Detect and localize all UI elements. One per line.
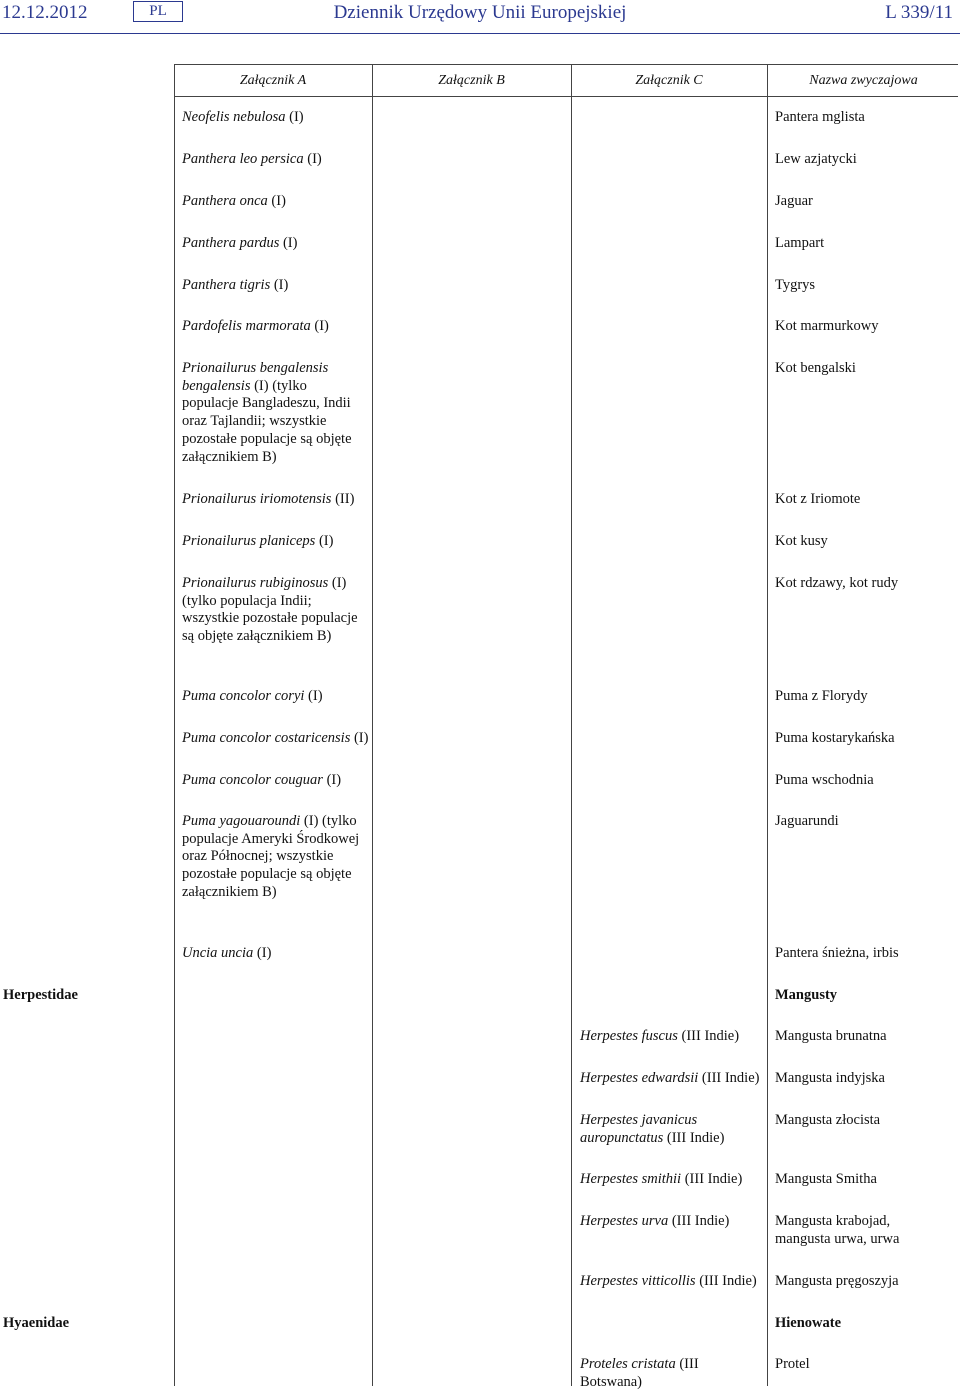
common-name: Kot kusy bbox=[775, 533, 828, 549]
table-top-rule bbox=[174, 64, 958, 65]
family-common-name: Hienowate bbox=[775, 1315, 842, 1331]
species-annex-c: Herpestes urva (III Indie) bbox=[580, 1213, 730, 1229]
species-annex-a: Panthera onca (I) bbox=[182, 193, 286, 209]
column-divider-2 bbox=[372, 64, 373, 1386]
species-annex-c: Herpestes vitticollis (III Indie) bbox=[580, 1273, 757, 1289]
column-divider-3 bbox=[571, 64, 572, 1386]
common-name: Tygrys bbox=[775, 277, 816, 293]
common-name: Mangusta złocista bbox=[775, 1112, 881, 1128]
column-header-annex-b: Załącznik B bbox=[438, 73, 505, 88]
common-name: Lampart bbox=[775, 235, 825, 251]
common-name: Kot z Iriomote bbox=[775, 491, 861, 507]
family-name: Herpestidae bbox=[3, 987, 78, 1003]
common-name: Puma z Florydy bbox=[775, 688, 868, 704]
page-header bbox=[0, 0, 960, 34]
common-name: Mangusta Smitha bbox=[775, 1171, 877, 1187]
common-name: Puma wschodnia bbox=[775, 772, 874, 788]
common-name: Kot bengalski bbox=[775, 360, 856, 376]
page-number: L 339/11 bbox=[885, 2, 953, 23]
species-annex-a: Neofelis nebulosa (I) bbox=[182, 109, 304, 125]
species-annex-a: Puma concolor coryi (I) bbox=[182, 688, 323, 704]
common-name: Kot marmurkowy bbox=[775, 318, 879, 334]
common-name: Lew azjatycki bbox=[775, 151, 857, 167]
journal-title: Dziennik Urzędowy Unii Europejskiej bbox=[333, 2, 627, 23]
species-annex-a: Uncia uncia (I) bbox=[182, 945, 272, 961]
species-annex-a: Panthera pardus (I) bbox=[182, 235, 298, 251]
family-common-name: Mangusty bbox=[775, 987, 838, 1003]
column-header-annex-a: Załącznik A bbox=[239, 73, 307, 88]
column-divider-4 bbox=[767, 64, 768, 1386]
species-annex-a: Pardofelis marmorata (I) bbox=[182, 318, 329, 334]
column-header-common-name: Nazwa zwyczajowa bbox=[809, 73, 918, 88]
family-name: Hyaenidae bbox=[3, 1315, 70, 1331]
common-name: Mangusta pręgoszyja bbox=[775, 1273, 899, 1289]
column-divider-1 bbox=[174, 64, 175, 1386]
table-head-rule bbox=[174, 96, 958, 97]
species-annex-c: Herpestes fuscus (III Indie) bbox=[580, 1028, 740, 1044]
publication-date: 12.12.2012 bbox=[2, 2, 88, 23]
species-annex-a: Prionailurus bengalensis bengalensis (I) (tylko populacje Bangladeszu, Indii oraz Tajlandii; wszystkie pozostałe populacje są objęte załącznikiem B) bbox=[182, 360, 352, 465]
species-annex-a: Puma concolor costaricensis (I) bbox=[182, 730, 369, 746]
common-name: Puma kostarykańska bbox=[775, 730, 895, 746]
common-name: Mangusta indyjska bbox=[775, 1070, 885, 1086]
species-annex-c: Proteles cristata (III Botswana) bbox=[580, 1356, 699, 1390]
header-rule bbox=[0, 33, 960, 34]
common-name: Protel bbox=[775, 1356, 810, 1372]
species-annex-c: Herpestes smithii (III Indie) bbox=[580, 1171, 743, 1187]
common-name: Pantera mglista bbox=[775, 109, 865, 125]
column-header-annex-c: Załącznik C bbox=[635, 73, 703, 88]
common-name: Kot rdzawy, kot rudy bbox=[775, 575, 899, 591]
common-name: Mangusta krabojad, mangusta urwa, urwa bbox=[775, 1213, 900, 1247]
common-name: Pantera śnieżna, irbis bbox=[775, 945, 899, 961]
species-annex-a: Puma yagouaroundi (I) (tylko populacje Ameryki Środkowej oraz Północnej; wszystkie pozostałe populacje są objęte załącznikiem B) bbox=[182, 813, 360, 900]
species-annex-a: Panthera tigris (I) bbox=[182, 277, 289, 293]
language-badge: PL bbox=[133, 1, 183, 22]
species-annex-a: Panthera leo persica (I) bbox=[182, 151, 322, 167]
species-annex-c: Herpestes javanicus auropunctatus (III Indie) bbox=[580, 1112, 725, 1146]
common-name: Jaguarundi bbox=[775, 813, 839, 829]
species-annex-a: Prionailurus rubiginosus (I) (tylko populacja Indii; wszystkie pozostałe populacje są objęte załącznikiem B) bbox=[182, 575, 358, 645]
species-annex-c: Herpestes edwardsii (III Indie) bbox=[580, 1070, 760, 1086]
species-annex-a: Prionailurus iriomotensis (II) bbox=[182, 491, 355, 507]
species-annex-a: Prionailurus planiceps (I) bbox=[182, 533, 334, 549]
common-name: Jaguar bbox=[775, 193, 813, 209]
species-annex-a: Puma concolor couguar (I) bbox=[182, 772, 342, 788]
common-name: Mangusta brunatna bbox=[775, 1028, 887, 1044]
